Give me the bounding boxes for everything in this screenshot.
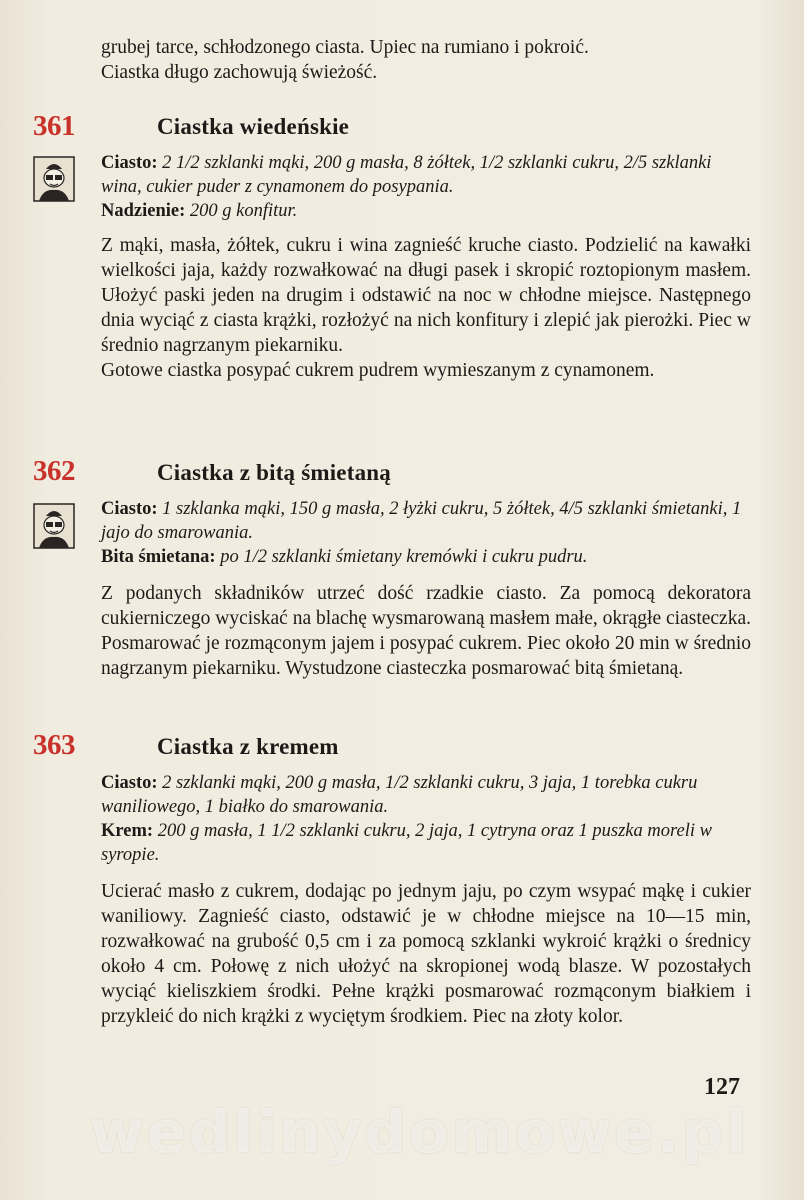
ingredient-line [101,819,751,867]
ingredient-text: po 1/2 szklanki śmietany kremówki i cukru pudru. [220,547,588,567]
ingredient-label: Ciasto: [101,499,158,519]
intro-paragraph [101,35,751,85]
intro-line-1: grubej tarce, schłodzonego ciasta. Upiec na rumiano i pokroić. [101,37,589,58]
recipe-number: 362 [33,455,75,487]
ingredient-line [101,497,751,545]
ingredient-text: 1 szklanka mąki, 150 g masła, 2 łyżki cukru, 5 żółtek, 4/5 szklanki śmietanki, 1 jajo do smarowania. [101,499,742,543]
recipe-title: Ciastka z kremem [157,734,339,759]
method-block [101,581,751,681]
ingredient-line [101,545,751,569]
method-block [101,879,751,1029]
recipe-title: Ciastka wiedeńskie [157,114,350,139]
ingredients-block [101,497,751,569]
recipe-number: 361 [33,110,75,142]
method-paragraph: Z mąki, masła, żółtek, cukru i wina zagnieść kruche ciasto. Podzielić na kawałki wielkości jaja, każdy rozwałkować na długi pasek i skropić roztopionym masłem. Ułożyć paski jeden na drugim i odstawić na noc w chłodne miejsce. Następnego dnia wyciąć z ciasta krążki, rozłożyć na nich konfitury i zlepić jak pierożki. Piec w średnio nagrzanym piekarniku. [101,235,751,356]
ingredient-label: Nadzienie: [101,201,186,221]
ingredient-label: Krem: [101,821,154,841]
chef-face-icon [33,503,75,549]
ingredients-block [101,151,751,223]
method-paragraph: Ucierać masło z cukrem, dodając po jednym jaju, po czym wsypać mąkę i cukier waniliowy. Zagnieść ciasto, odstawić je w chłodne miejsce na 10—15 min, rozwałkować na grubość 0,5 cm i za pomocą szklanki wykroić krążki o średnicy około 4 cm. Połowę z nich ułożyć na skropionej wodą blasze. W pozostałych wyciąć kieliszkiem środki. Pełne krążki posmarować rozmąconym białkiem i przykleić do nich krążki z wyciętym środkiem. Piec na złoty kolor. [101,881,751,1027]
recipe-title: Ciastka z bitą śmietaną [157,460,391,485]
intro-line-2: Ciastka długo zachowują świeżość. [101,62,378,83]
ingredient-label: Ciasto: [101,773,158,793]
ingredients-block [101,771,751,867]
page-number: 127 [704,1074,740,1100]
ingredient-text: 2 szklanki mąki, 200 g masła, 1/2 szklanki cukru, 3 jaja, 1 torebka cukru waniliowego, 1 białko do smarowania. [101,773,698,817]
method-block [101,233,751,383]
ingredient-text: 200 g masła, 1 1/2 szklanki cukru, 2 jaja, 1 cytryna oraz 1 puszka moreli w syropie. [101,821,712,865]
watermark: wedlinydomowe.pl [90,1098,750,1166]
ingredient-label: Ciasto: [101,153,158,173]
ingredient-line [101,771,751,819]
ingredient-label: Bita śmietana: [101,547,216,567]
ingredient-line [101,199,751,223]
recipe-number: 363 [33,729,75,761]
ingredient-text: 2 1/2 szklanki mąki, 200 g masła, 8 żółtek, 1/2 szklanki cukru, 2/5 szklanki wina, cukier puder z cynamonem do posypania. [101,153,712,197]
ingredient-line [101,151,751,199]
chef-face-icon [33,156,75,202]
method-paragraph: Gotowe ciastka posypać cukrem pudrem wymieszanym z cynamonem. [101,360,655,381]
ingredient-text: 200 g konfitur. [189,201,298,221]
method-paragraph: Z podanych składników utrzeć dość rzadkie ciasto. Za pomocą dekoratora cukierniczego wyciskać na blachę wysmarowaną masłem małe, okrągłe ciasteczka. Posmarować je rozmąconym jajem i posypać cukrem. Piec około 20 min w średnio nagrzanym piekarniku. Wystudzone ciasteczka posmarować bitą śmietaną. [101,583,751,679]
